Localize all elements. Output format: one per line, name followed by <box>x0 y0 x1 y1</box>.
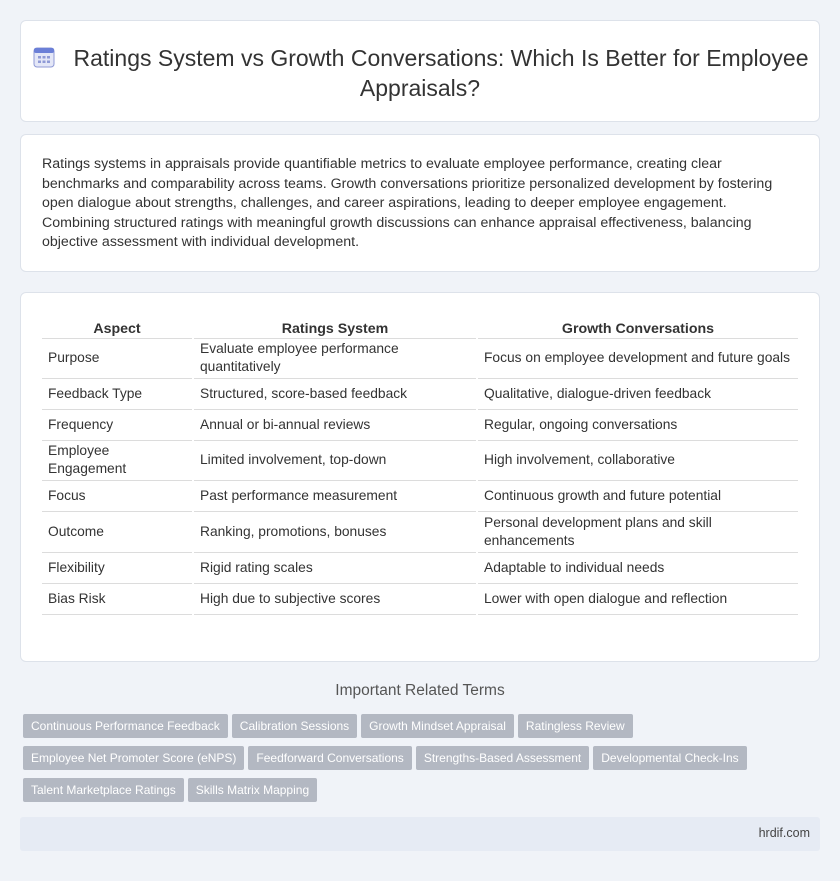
related-term-tag[interactable]: Feedforward Conversations <box>248 746 411 770</box>
intro-card <box>20 134 820 272</box>
aspect-cell: Bias Risk <box>42 583 193 614</box>
related-term-tag[interactable]: Continuous Performance Feedback <box>23 714 228 738</box>
aspect-cell: Outcome <box>42 511 193 552</box>
growth-cell: Qualitative, dialogue-driven feedback <box>477 378 798 409</box>
growth-cell: Adaptable to individual needs <box>477 552 798 583</box>
related-term-tag[interactable]: Ratingless Review <box>518 714 633 738</box>
ratings-cell: Structured, score-based feedback <box>193 378 477 409</box>
related-term-tag[interactable]: Developmental Check-Ins <box>593 746 746 770</box>
title-card <box>20 20 820 122</box>
ratings-cell: Limited involvement, top-down <box>193 440 477 480</box>
growth-cell: High involvement, collaborative <box>477 440 798 480</box>
comparison-card <box>20 292 820 662</box>
related-term-tag[interactable]: Strengths-Based Assessment <box>416 746 589 770</box>
aspect-cell: Purpose <box>42 338 193 378</box>
header-ratings-system: Ratings System <box>193 316 477 338</box>
related-term-tag[interactable]: Growth Mindset Appraisal <box>361 714 514 738</box>
related-term-tag[interactable]: Skills Matrix Mapping <box>188 778 317 802</box>
growth-cell: Lower with open dialogue and reflection <box>477 583 798 614</box>
aspect-cell: Feedback Type <box>42 378 193 409</box>
related-terms-heading: Important Related Terms <box>335 682 505 699</box>
growth-cell: Continuous growth and future potential <box>477 480 798 511</box>
table-row <box>42 511 798 552</box>
ratings-cell: High due to subjective scores <box>193 583 477 614</box>
table-row <box>42 552 798 583</box>
ratings-cell: Ranking, promotions, bonuses <box>193 511 477 552</box>
ratings-cell: Rigid rating scales <box>193 552 477 583</box>
footer-site-link[interactable]: hrdif.com <box>758 826 810 840</box>
aspect-cell: Focus <box>42 480 193 511</box>
growth-cell: Focus on employee development and future goals <box>477 338 798 378</box>
related-term-tag[interactable]: Talent Marketplace Ratings <box>23 778 184 802</box>
growth-cell: Personal development plans and skill enhancements <box>477 511 798 552</box>
ratings-cell: Past performance measurement <box>193 480 477 511</box>
aspect-cell: Flexibility <box>42 552 193 583</box>
page-title-wrap <box>21 43 819 103</box>
table-row <box>42 409 798 440</box>
header-growth-conversations: Growth Conversations <box>477 316 798 338</box>
header-aspect: Aspect <box>42 316 193 338</box>
table-row <box>42 480 798 511</box>
related-term-tag[interactable]: Employee Net Promoter Score (eNPS) <box>23 746 244 770</box>
intro-paragraph: Ratings systems in appraisals provide quantifiable metrics to evaluate employee performance, creating clear benchmarks and comparability across teams. Growth conversations prioritize personalized development by fostering open dialogue about strengths, challenges, and career aspirations, leading to deeper employee engagement. Combining structured ratings with meaningful growth discussions can enhance appraisal effectiveness, balancing objective assessment with individual development. <box>42 156 773 250</box>
table-row <box>42 440 798 480</box>
growth-cell: Regular, ongoing conversations <box>477 409 798 440</box>
related-terms-list <box>23 714 783 810</box>
page-title: Ratings System vs Growth Conversations: Which Is Better for Employee Appraisals? <box>73 45 809 101</box>
aspect-cell: Employee Engagement <box>42 440 193 480</box>
table-row <box>42 338 798 378</box>
table-header-row <box>42 316 798 338</box>
aspect-cell: Frequency <box>42 409 193 440</box>
comparison-table <box>42 316 798 615</box>
table-row <box>42 583 798 614</box>
related-term-tag[interactable]: Calibration Sessions <box>232 714 357 738</box>
ratings-cell: Evaluate employee performance quantitatively <box>193 338 477 378</box>
ratings-cell: Annual or bi-annual reviews <box>193 409 477 440</box>
footer-bar <box>20 817 820 851</box>
calendar-icon <box>32 45 56 69</box>
table-row <box>42 378 798 409</box>
